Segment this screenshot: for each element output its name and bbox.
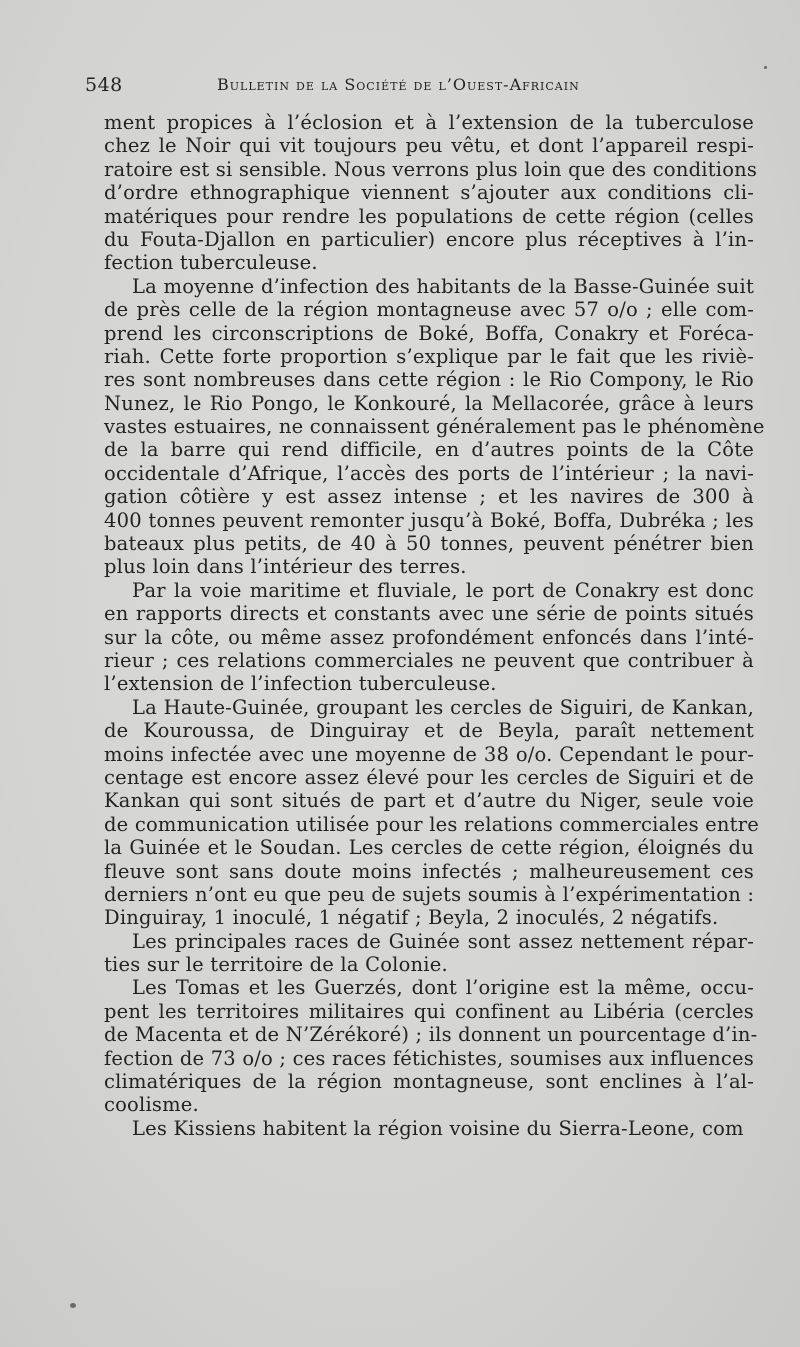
text-line: vastes estuaires, ne connaissent généralement pas le phénomène: [104, 415, 765, 439]
text-line: de communication utilisée pour les relations commerciales entre: [104, 812, 759, 836]
text-line: centage est encore assez élevé pour les cercles de Siguiri et de: [104, 765, 754, 789]
text-line: en rapports directs et constants avec une série de points situés: [104, 602, 754, 626]
text-line: d’ordre ethnographique viennent s’ajouter aux conditions cli-: [104, 181, 754, 205]
text-line: ment propices à l’éclosion et à l’extension de la tuberculose: [104, 111, 754, 134]
text-line: pent les territoires militaires qui confinent au Libéria (cercles: [104, 999, 754, 1023]
ink-speck: [70, 1303, 76, 1308]
text-line: occidentale d’Afrique, l’accès des ports de l’intérieur ; la navi-: [104, 461, 754, 485]
body-text: [104, 111, 765, 1140]
text-line: riah. Cette forte proportion s’explique par le fait que les riviè-: [104, 344, 754, 368]
text-line: Kankan qui sont situés de part et d’autre du Niger, seule voie: [104, 789, 754, 813]
text-line: Les Kissiens habitent la région voisine du Sierra-Leone, com: [132, 1116, 744, 1140]
text-line: gation côtière y est assez intense ; et les navires de 300 à: [104, 485, 754, 509]
text-line: Dinguiray, 1 inoculé, 1 négatif ; Beyla, 2 inoculés, 2 négatifs.: [104, 906, 719, 930]
text-line: Les principales races de Guinée sont assez nettement répar-: [132, 929, 754, 953]
text-line: prend les circonscriptions de Boké, Boffa, Conakry et Foréca-: [104, 321, 754, 345]
text-line: coolisme.: [104, 1093, 199, 1117]
text-line: chez le Noir qui vit toujours peu vêtu, et dont l’appareil respi-: [104, 134, 754, 158]
text-line: la Guinée et le Soudan. Les cercles de cette région, éloignés du: [104, 836, 754, 860]
text-line: rieur ; ces relations commerciales ne peuvent que contribuer à: [104, 648, 754, 672]
text-line: Nunez, le Rio Pongo, le Konkouré, la Mellacorée, grâce à leurs: [104, 391, 754, 415]
text-line: Par la voie maritime et fluviale, le port de Conakry est donc: [132, 578, 754, 602]
running-title: Bulletin de la Société de l’Ouest-Africain: [217, 75, 580, 94]
text-line: 400 tonnes peuvent remonter jusqu’à Boké, Boffa, Dubréka ; les: [104, 508, 754, 532]
text-line: bateaux plus petits, de 40 à 50 tonnes, peuvent pénétrer bien: [104, 532, 754, 556]
ink-speck: [764, 66, 767, 69]
text-line: La Haute-Guinée, groupant les cercles de Siguiri, de Kankan,: [132, 695, 754, 719]
text-line: fection de 73 o/o ; ces races fétichistes, soumises aux influences: [104, 1046, 754, 1070]
text-line: plus loin dans l’intérieur des terres.: [104, 555, 467, 579]
text-line: de la barre qui rend difficile, en d’autres points de la Côte: [104, 438, 754, 462]
text-line: La moyenne d’infection des habitants de la Basse-Guinée suit: [132, 274, 754, 298]
text-line: matériques pour rendre les populations de cette région (celles: [104, 204, 754, 228]
text-line: fection tuberculeuse.: [104, 251, 318, 275]
text-line: de près celle de la région montagneuse avec 57 o/o ; elle com-: [104, 298, 754, 322]
text-line: du Fouta-Djallon en particulier) encore plus réceptives à l’in-: [104, 227, 754, 251]
text-line: Les Tomas et les Guerzés, dont l’origine est la même, occu-: [132, 976, 754, 1000]
page-number: 548: [85, 74, 123, 96]
text-line: moins infectée avec une moyenne de 38 o/o. Cependant le pour-: [104, 742, 754, 766]
text-line: l’extension de l’infection tuberculeuse.: [104, 672, 497, 696]
page-header: [85, 74, 725, 100]
text-line: fleuve sont sans doute moins infectés ; malheureusement ces: [104, 859, 754, 883]
text-line: climatériques de la région montagneuse, sont enclines à l’al-: [104, 1070, 754, 1094]
text-line: res sont nombreuses dans cette région : le Rio Compony, le Rio: [104, 368, 754, 392]
text-line: de Macenta et de N’Zérékoré) ; ils donnent un pourcentage d’in-: [104, 1023, 758, 1047]
text-line: de Kouroussa, de Dinguiray et de Beyla, paraît nettement: [104, 719, 754, 743]
text-line: ties sur le territoire de la Colonie.: [104, 953, 448, 977]
text-line: derniers n’ont eu que peu de sujets soumis à l’expérimentation :: [104, 882, 755, 906]
text-line: ratoire est si sensible. Nous verrons plus loin que des conditions: [104, 157, 758, 181]
text-line: sur la côte, ou même assez profondément enfoncés dans l’inté-: [104, 625, 754, 649]
